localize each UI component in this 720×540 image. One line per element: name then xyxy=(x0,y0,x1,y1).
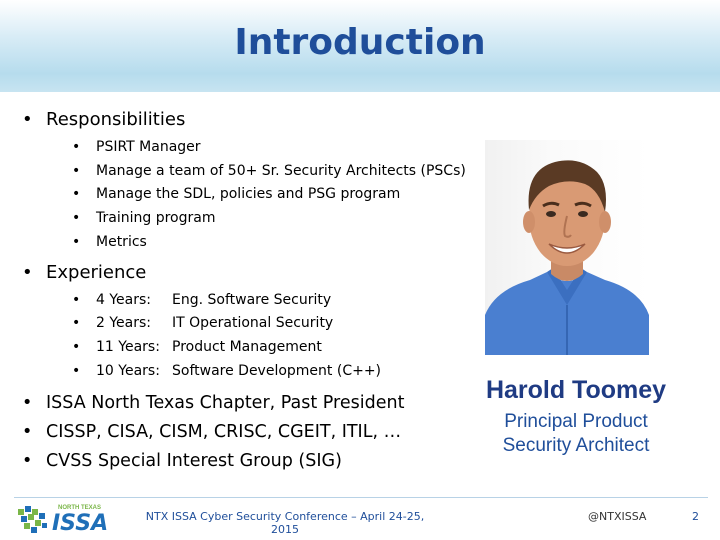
experience-years: 10 Years: xyxy=(96,362,160,379)
experience-role: Software Development (C++) xyxy=(172,362,382,379)
experience-list xyxy=(72,289,462,384)
list-item xyxy=(72,360,462,384)
responsibilities-list xyxy=(72,136,466,255)
experience-role: IT Operational Security xyxy=(172,315,334,332)
profile-name: Harold Toomey xyxy=(485,376,667,404)
list-item: • CISSP, CISA, CISM, CRISC, CGEIT, ITIL, … xyxy=(22,418,462,447)
profile-role xyxy=(460,410,692,458)
experience-role: Eng. Software Security xyxy=(172,291,332,308)
experience-heading: • Experience xyxy=(22,261,462,285)
page-number: 2 xyxy=(692,510,699,523)
profile-role-line: Security Architect xyxy=(502,435,650,456)
portrait-illustration xyxy=(485,140,649,355)
list-item: • PSIRT Manager xyxy=(72,136,462,160)
responsibilities-heading: • Responsibilities xyxy=(22,108,462,132)
footer-conference: NTX ISSA Cyber Security Conference – April 24-25, 2015 xyxy=(145,510,425,536)
list-item: • ISSA North Texas Chapter, Past President xyxy=(22,389,462,418)
logo-subtitle: NORTH TEXAS xyxy=(58,505,102,511)
experience-years: 4 Years: xyxy=(96,291,152,308)
profile-role-line: Principal Product xyxy=(504,411,648,432)
list-item: • Manage a team of 50+ Sr. Security Architects (PSCs) xyxy=(72,160,462,184)
list-item xyxy=(72,289,462,313)
logo-wordmark: ISSA xyxy=(52,511,109,536)
profile-photo xyxy=(485,140,649,355)
footer-handle: @NTXISSA xyxy=(588,510,647,523)
slide-title: Introduction xyxy=(234,22,486,63)
footer-divider xyxy=(14,497,708,498)
experience-role: Product Management xyxy=(172,338,322,355)
list-item: • Metrics xyxy=(72,231,462,255)
slide-content xyxy=(22,104,466,476)
list-item xyxy=(72,336,462,360)
experience-years: 11 Years: xyxy=(96,338,160,355)
list-item: • Manage the SDL, policies and PSG program xyxy=(72,183,462,207)
experience-years: 2 Years: xyxy=(96,315,152,332)
list-item: • CVSS Special Interest Group (SIG) xyxy=(22,447,462,476)
list-item: • Training program xyxy=(72,207,462,231)
list-item xyxy=(72,312,462,336)
